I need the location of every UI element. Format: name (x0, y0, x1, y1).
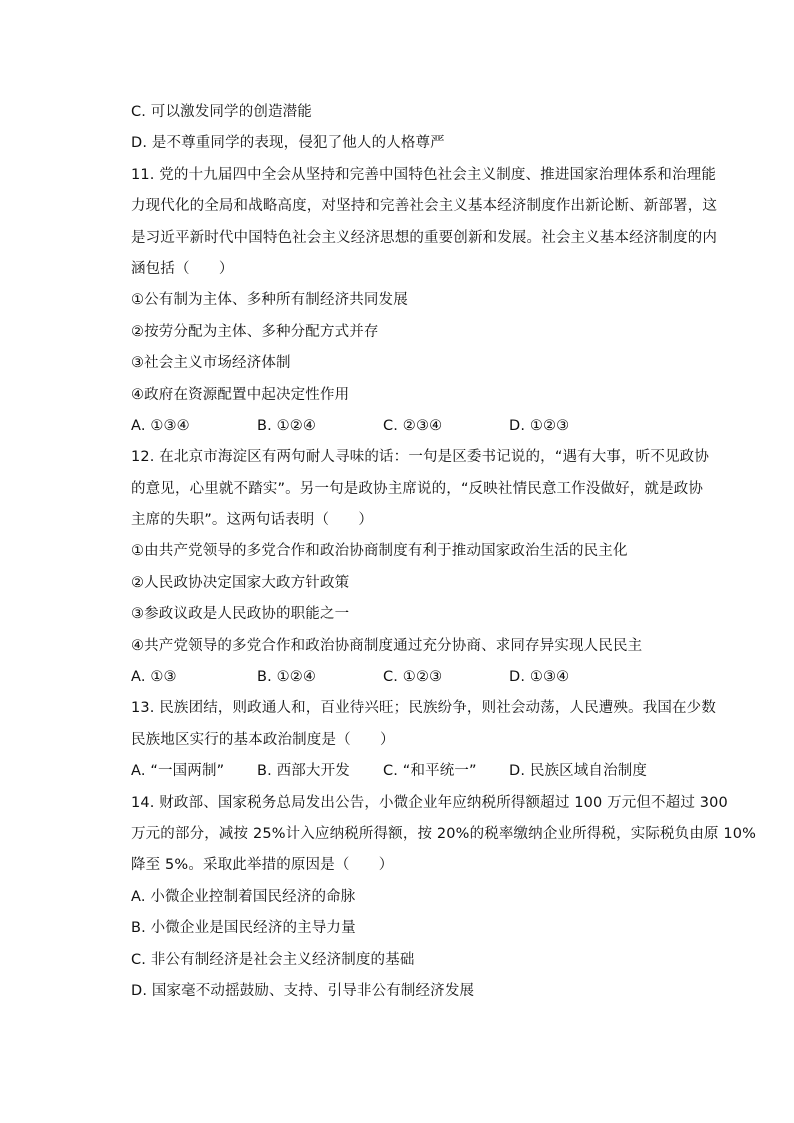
q12-statement-1: ①由共产党领导的多党合作和政治协商制度有利于推动国家政治生活的民主化 (131, 543, 628, 560)
q14-option-d: D. 国家毫不动摇鼓励、支持、引导非公有制经济发展 (131, 982, 475, 999)
q11-statement-1: ①公有制为主体、多种所有制经济共同发展 (131, 292, 408, 309)
q11-statement-4: ④政府在资源配置中起决定性作用 (131, 386, 350, 403)
q12-options (131, 662, 693, 693)
question-12 (131, 442, 709, 693)
question-11 (131, 160, 717, 443)
q11-options (131, 411, 693, 442)
q12-statement-4: ④共产党领导的多党合作和政治协商制度通过充分协商、求同存异实现人民民主 (131, 637, 643, 654)
q13-option-b: B. 西部大开发 (257, 763, 350, 780)
q11-stem-line: 力现代化的全局和战略高度，对坚持和完善社会主义基本经济制度作出新论断、新部署，这 (131, 198, 717, 215)
question-13 (131, 693, 716, 787)
question-content (131, 97, 757, 1007)
q12-option-a: A. ①③ (131, 669, 177, 686)
q11-option-c: C. ②③④ (383, 417, 443, 434)
q11-statement-2: ②按劳分配为主体、多种分配方式并存 (131, 323, 379, 340)
q11-option-a: A. ①③④ (131, 417, 190, 434)
q11-option-d: D. ①②③ (509, 417, 570, 434)
q12-option-b: B. ①②④ (257, 669, 317, 686)
q13-option-d: D. 民族区域自治制度 (509, 763, 648, 780)
q12-statement-2: ②人民政协决定国家大政方针政策 (131, 574, 350, 591)
question-14 (131, 788, 757, 1008)
q14-stem-line: 万元的部分，减按 25%计入应纳税所得额，按 20%的税率缴纳企业所得税，实际税负由原 10% (131, 825, 757, 842)
q13-options (131, 756, 693, 787)
q10-option-d: D. 是不尊重同学的表现，侵犯了他人的人格尊严 (131, 135, 445, 152)
q13-option-a: A. “一国两制” (131, 763, 225, 780)
q11-statement-3: ③社会主义市场经济体制 (131, 355, 291, 372)
q12-option-d: D. ①③④ (509, 669, 570, 686)
q14-stem-line: 14. 财政部、国家税务总局发出公告，小微企业年应纳税所得额超过 100 万元但不超过 300 (131, 794, 728, 811)
q12-stem-line: 主席的失职”。这两句话表明（ ） (131, 512, 374, 529)
q11-stem-line: 11. 党的十九届四中全会从坚持和完善中国特色社会主义制度、推进国家治理体系和治理能 (131, 166, 716, 183)
q11-stem-line: 涵包括（ ） (131, 260, 234, 277)
q12-stem-line: 12. 在北京市海淀区有两句耐人寻味的话：一句是区委书记说的，“遇有大事，听不见政协 (131, 449, 709, 466)
q11-stem-line: 是习近平新时代中国特色社会主义经济思想的重要创新和发展。社会主义基本经济制度的内 (131, 229, 717, 246)
q12-statement-3: ③参政议政是人民政协的职能之一 (131, 606, 350, 623)
q13-stem-line: 13. 民族团结，则政通人和，百业待兴旺；民族纷争，则社会动荡，人民遭殃。我国在少数 (131, 700, 716, 717)
q14-option-c: C. 非公有制经济是社会主义经济制度的基础 (131, 951, 415, 968)
q14-stem-line: 降至 5%。采取此举措的原因是（ ） (131, 857, 394, 874)
q12-option-c: C. ①②③ (383, 669, 443, 686)
q13-option-c: C. “和平统一” (383, 763, 477, 780)
q12-stem-line: 的意见，心里就不踏实”。另一句是政协主席说的，“反映社情民意工作没做好，就是政协 (131, 480, 704, 497)
q14-option-a: A. 小微企业控制着国民经济的命脉 (131, 888, 356, 905)
q13-stem-line: 民族地区实行的基本政治制度是（ ） (131, 731, 395, 748)
q10-option-c: C. 可以激发同学的创造潜能 (131, 104, 312, 120)
q14-option-b: B. 小微企业是国民经济的主导力量 (131, 920, 356, 937)
q11-option-b: B. ①②④ (257, 417, 317, 434)
